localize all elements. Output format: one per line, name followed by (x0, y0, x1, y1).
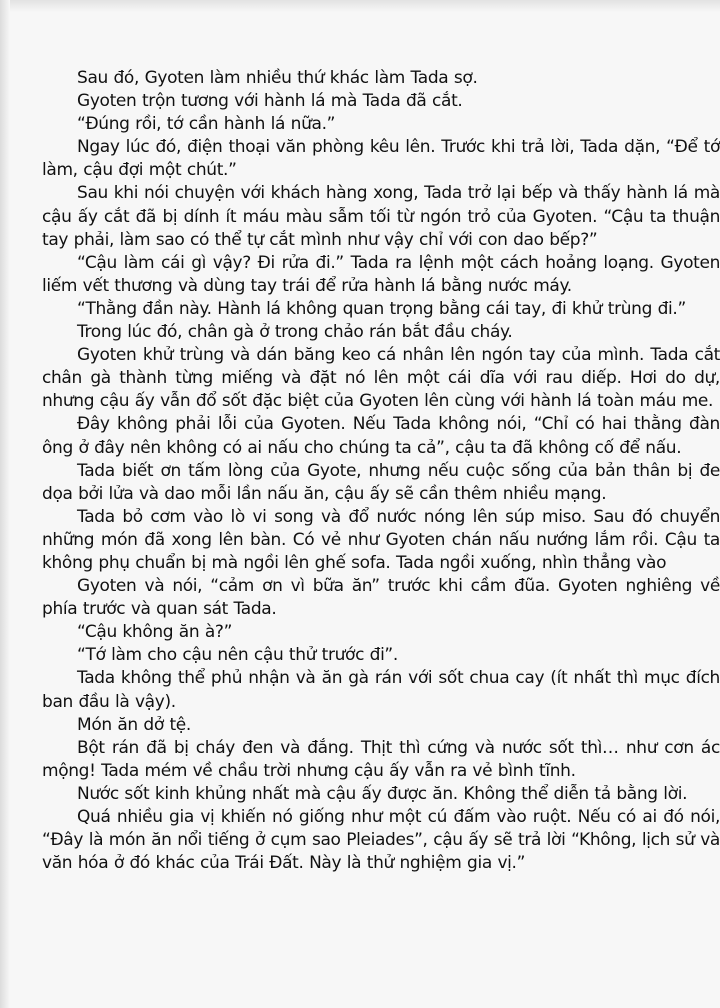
scan-edge-top (0, 0, 720, 12)
paragraph-1: Sau đó, Gyoten làm nhiều thứ khác làm Tada sợ. (77, 68, 478, 88)
paragraph-3: “Đúng rồi, tớ cần hành lá nữa.” (77, 114, 336, 135)
paragraph-14: “Cậu không ăn à?” (77, 622, 233, 643)
paragraph-12: Tada bỏ cơm vào lò vi song và đổ nước nóng lên súp miso. Sau đó chuyển những món đã xong lên bàn. Có vẻ như Gyoten chán nấu nướng lắm rồi. Cậu ta không phụ chuẩn bị mà ngồi lên ghế sofa. Tada ngồi xuống, nhìn thẳng vào (42, 506, 720, 573)
paragraph-2: Gyoten trộn tương với hành lá mà Tada đã cắt. (77, 91, 463, 112)
paragraph-4: Ngay lúc đó, điện thoại văn phòng kêu lên. Trước khi trả lời, Tada dặn, “Để tớ làm, cậu đợi một chút.” (42, 137, 720, 181)
paragraph-18: Bột rán đã bị cháy đen và đắng. Thịt thì cứng và nước sốt thì… như cơn ác mộng! Tada mém về chầu trời nhưng cậu ấy vẫn ra vẻ bình tĩnh. (42, 737, 720, 781)
paragraph-11: Tada biết ơn tấm lòng của Gyote, nhưng nếu cuộc sống của bản thân bị đe dọa bởi lửa và dao mỗi lần nấu ăn, cậu ấy sẽ cần thêm nhiều mạng. (42, 460, 720, 504)
paragraph-5: Sau khi nói chuyện với khách hàng xong, Tada trở lại bếp và thấy hành lá mà cậu ấy cắt đã bị dính ít máu màu sẫm tối từ ngón trỏ của Gyoten. “Cậu ta thuận tay phải, làm sao có thể tự cắt mình như vậy chỉ với con dao bếp?” (42, 183, 720, 250)
paragraph-15: “Tớ làm cho cậu nên cậu thử trước đi”. (77, 645, 398, 666)
paragraph-13: Gyoten và nói, “cảm ơn vì bữa ăn” trước khi cầm đũa. Gyoten nghiêng về phía trước và quan sát Tada. (42, 576, 720, 620)
paragraph-19: Nước sốt kinh khủng nhất mà cậu ấy được ăn. Không thể diễn tả bằng lời. (77, 783, 688, 804)
paragraph-9: Gyoten khử trùng và dán băng keo cá nhân lên ngón tay của mình. Tada cắt chân gà thành từng miếng và đặt nó lên một cái dĩa với rau diếp. Hơi do dự, nhưng cậu ấy vẫn đổ sốt đặc biệt của Gyoten lên cùng với hành lá toàn máu me. (42, 345, 720, 412)
paragraph-7: “Thằng đần này. Hành lá không quan trọng bằng cái tay, đi khử trùng đi.” (77, 298, 686, 319)
paragraph-6: “Cậu làm cái gì vậy? Đi rửa đi.” Tada ra lệnh một cách hoảng loạng. Gyoten liếm vết thương và dùng tay trái để rửa hành lá bằng nước máy. (42, 252, 720, 296)
paragraph-10: Đây không phải lỗi của Gyoten. Nếu Tada không nói, “Chỉ có hai thằng đàn ông ở đây nên không có ai nấu cho chúng ta cả”, cậu ta đã không cố để nấu. (42, 414, 720, 458)
scan-edge-left (0, 0, 10, 1008)
story-text (42, 67, 720, 875)
paragraph-8: Trong lúc đó, chân gà ở trong chảo rán bắt đầu cháy. (77, 322, 513, 343)
paragraph-20: Quá nhiều gia vị khiến nó giống như một cú đấm vào ruột. Nếu có ai đó nói, “Đây là món ăn nổi tiếng ở cụm sao Pleiades”, cậu ấy sẽ trả lời “Không, lịch sử và văn hóa ở đó khác của Trái Đất. Này là thử nghiệm gia vị.” (42, 807, 720, 874)
paragraph-17: Món ăn dở tệ. (77, 714, 191, 735)
paragraph-16: Tada không thể phủ nhận và ăn gà rán với sốt chua cay (ít nhất thì mục đích ban đầu là vậy). (42, 668, 720, 712)
